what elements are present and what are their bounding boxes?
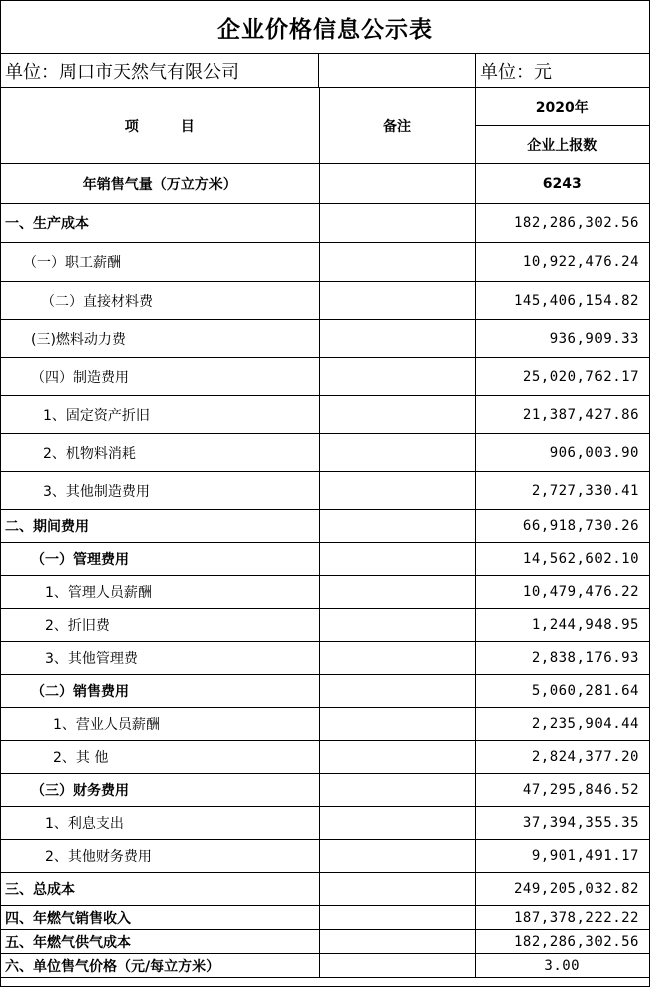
row-remark [319, 708, 475, 741]
row-label: 2、其 他 [1, 741, 319, 774]
row-label: （四）制造费用 [1, 358, 319, 396]
table-row [1, 675, 649, 708]
table-row [1, 472, 649, 510]
unit-company: 单位：周口市天然气有限公司 [1, 54, 319, 88]
row-remark [319, 774, 475, 807]
row-value: 66,918,730.26 [475, 510, 649, 543]
table-row [1, 642, 649, 675]
row-remark [319, 358, 475, 396]
row-remark [319, 930, 475, 954]
row-label: （三）财务费用 [1, 774, 319, 807]
unit-currency: 单位：元 [475, 54, 649, 88]
table-row [1, 434, 649, 472]
row-label: 二、期间费用 [1, 510, 319, 543]
row-label: 年销售气量（万立方米） [1, 164, 319, 204]
row-remark [319, 609, 475, 642]
row-value: 6243 [475, 164, 649, 204]
row-value: 14,562,602.10 [475, 543, 649, 576]
row-remark [319, 510, 475, 543]
row-label: 2、机物料消耗 [1, 434, 319, 472]
row-remark [319, 243, 475, 282]
row-label: 三、总成本 [1, 873, 319, 906]
table-row [1, 906, 649, 930]
row-value: 906,003.90 [475, 434, 649, 472]
row-label: （二）销售费用 [1, 675, 319, 708]
table-row [1, 543, 649, 576]
row-remark [319, 642, 475, 675]
unit-row [1, 53, 649, 88]
row-label: （一）职工薪酬 [1, 243, 319, 282]
row-value: 2,824,377.20 [475, 741, 649, 774]
row-label: 1、管理人员薪酬 [1, 576, 319, 609]
row-label: 1、利息支出 [1, 807, 319, 840]
row-remark [319, 675, 475, 708]
header-item: 项 目 [1, 88, 319, 164]
header-remark: 备注 [319, 88, 475, 164]
table-row [1, 954, 649, 978]
row-value: 9,901,491.17 [475, 840, 649, 873]
row-value: 37,394,355.35 [475, 807, 649, 840]
row-remark [319, 472, 475, 510]
table-row [1, 510, 649, 543]
row-label: 3、其他管理费 [1, 642, 319, 675]
row-value: 182,286,302.56 [475, 204, 649, 243]
price-table [1, 87, 649, 978]
row-label: 1、固定资产折旧 [1, 396, 319, 434]
row-label: 3、其他制造费用 [1, 472, 319, 510]
row-value: 5,060,281.64 [475, 675, 649, 708]
row-remark [319, 741, 475, 774]
row-remark [319, 164, 475, 204]
header-year: 2020年 [475, 88, 649, 126]
row-remark [319, 320, 475, 358]
row-remark [319, 576, 475, 609]
row-remark [319, 434, 475, 472]
table-row [1, 774, 649, 807]
row-value: 187,378,222.22 [475, 906, 649, 930]
table-row [1, 873, 649, 906]
table-row [1, 708, 649, 741]
table-row [1, 243, 649, 282]
row-remark [319, 282, 475, 320]
table-row [1, 576, 649, 609]
row-value: 2,838,176.93 [475, 642, 649, 675]
row-label: 四、年燃气销售收入 [1, 906, 319, 930]
row-value: 145,406,154.82 [475, 282, 649, 320]
row-label: 2、折旧费 [1, 609, 319, 642]
row-remark [319, 906, 475, 930]
table-row [1, 930, 649, 954]
row-value: 2,235,904.44 [475, 708, 649, 741]
row-remark [319, 873, 475, 906]
table-row [1, 807, 649, 840]
table-row [1, 396, 649, 434]
row-value: 10,922,476.24 [475, 243, 649, 282]
table-row [1, 358, 649, 396]
row-value: 1,244,948.95 [475, 609, 649, 642]
table-row [1, 282, 649, 320]
row-label: 六、单位售气价格（元/每立方米） [1, 954, 319, 978]
row-remark [319, 396, 475, 434]
row-value: 3.00 [475, 954, 649, 978]
row-remark [319, 807, 475, 840]
header-reported: 企业上报数 [475, 126, 649, 164]
row-label: 2、其他财务费用 [1, 840, 319, 873]
row-remark [319, 204, 475, 243]
table-row [1, 609, 649, 642]
table-row [1, 164, 649, 204]
table-row [1, 204, 649, 243]
row-label: （二）直接材料费 [1, 282, 319, 320]
row-value: 10,479,476.22 [475, 576, 649, 609]
row-label: 五、年燃气供气成本 [1, 930, 319, 954]
row-label: 一、生产成本 [1, 204, 319, 243]
table-row [1, 320, 649, 358]
row-label: (三)燃料动力费 [1, 320, 319, 358]
row-value: 25,020,762.17 [475, 358, 649, 396]
row-remark [319, 840, 475, 873]
sheet-title: 企业价格信息公示表 [217, 15, 433, 43]
row-value: 249,205,032.82 [475, 873, 649, 906]
row-value: 21,387,427.86 [475, 396, 649, 434]
row-remark [319, 954, 475, 978]
table-row [1, 741, 649, 774]
row-remark [319, 543, 475, 576]
row-value: 47,295,846.52 [475, 774, 649, 807]
row-label: （一）管理费用 [1, 543, 319, 576]
table-row [1, 840, 649, 873]
row-value: 182,286,302.56 [475, 930, 649, 954]
row-label: 1、营业人员薪酬 [1, 708, 319, 741]
row-value: 2,727,330.41 [475, 472, 649, 510]
row-value: 936,909.33 [475, 320, 649, 358]
